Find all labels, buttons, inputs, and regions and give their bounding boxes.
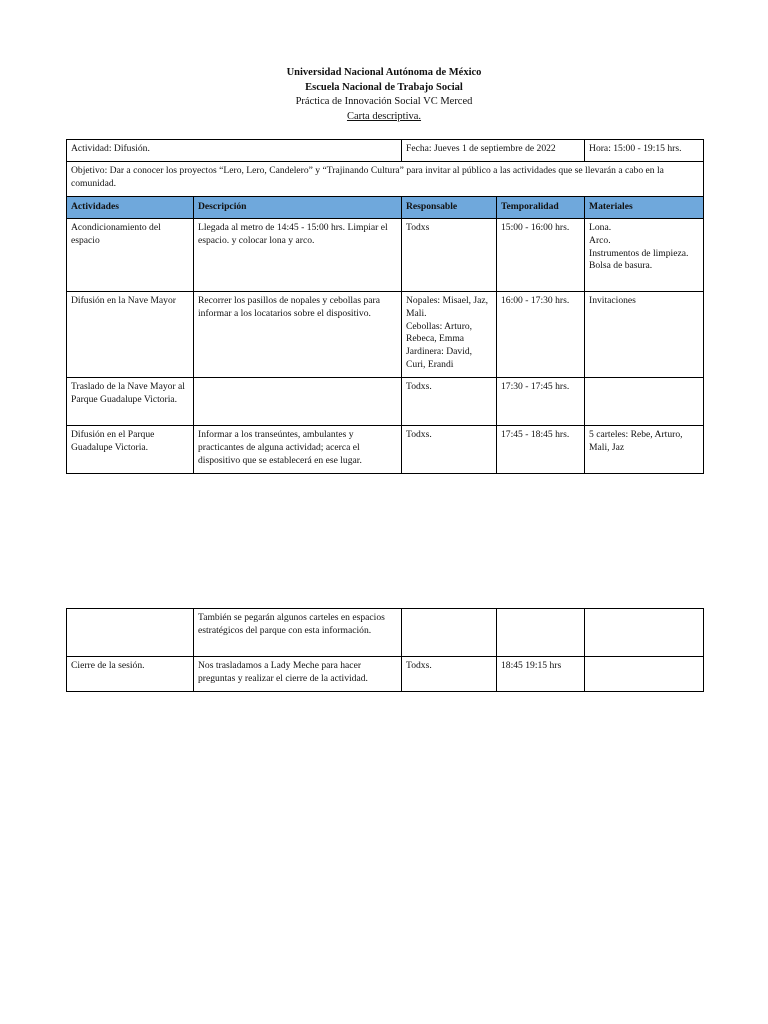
- responsible-cell: Todxs: [402, 219, 497, 292]
- column-header-row: [67, 197, 704, 219]
- objective-cell: Objetivo: Dar a conocer los proyectos “Lero, Lero, Candelero” y “Trajinando Cultura” para invitar al público a las actividades que se llevarán a cabo en la comunidad.: [67, 162, 704, 197]
- header-materials: Materiales: [585, 197, 704, 219]
- activity-cell: Difusión en la Nave Mayor: [67, 292, 194, 378]
- table-row: [67, 609, 704, 657]
- objective-row: [67, 162, 704, 197]
- material-item: Instrumentos de limpieza.: [589, 247, 689, 259]
- timing-cell: 18:45 19:15 hrs: [497, 657, 585, 692]
- activity-cell: Acondicionamiento del espacio: [67, 219, 194, 292]
- responsible-cell: Todxs.: [402, 378, 497, 426]
- description-cell: [194, 378, 402, 426]
- header-responsible: Responsable: [402, 197, 497, 219]
- activity-cell: Traslado de la Nave Mayor al Parque Guadalupe Victoria.: [67, 378, 194, 426]
- header-timing: Temporalidad: [497, 197, 585, 219]
- materials-cell: [585, 657, 704, 692]
- practice-name: Práctica de Innovación Social VC Merced: [295, 96, 473, 107]
- responsible-cell: Todxs.: [402, 426, 497, 474]
- material-item: Lona.: [589, 222, 612, 233]
- timing-cell: 16:00 - 17:30 hrs.: [497, 292, 585, 378]
- continuation-table: [66, 608, 704, 692]
- responsible-cell: [402, 292, 497, 378]
- material-item: Invitaciones: [589, 295, 636, 306]
- table-row: [67, 657, 704, 692]
- header-activities: Actividades: [67, 197, 194, 219]
- responsible-cell: [402, 609, 497, 657]
- responsible-item: Jardinera: David, Curi, Erandi: [406, 346, 473, 370]
- materials-cell: [585, 426, 704, 474]
- description-cell: Nos trasladamos a Lady Meche para hacer preguntas y realizar el cierre de la actividad.: [194, 657, 402, 692]
- activity-cell: [67, 609, 194, 657]
- table-row: [67, 378, 704, 426]
- materials-cell: [585, 609, 704, 657]
- document-title: Carta descriptiva.: [346, 110, 422, 122]
- activity-name-cell: Actividad: Difusión.: [67, 140, 402, 162]
- material-item: Bolsa de basura.: [589, 260, 653, 272]
- university-name: Universidad Nacional Autónoma de México: [286, 67, 482, 78]
- date-cell: Fecha: Jueves 1 de septiembre de 2022: [402, 140, 585, 162]
- material-item: Arco.: [589, 234, 611, 246]
- activity-cell: Difusión en el Parque Guadalupe Victoria.: [67, 426, 194, 474]
- timing-cell: 17:30 - 17:45 hrs.: [497, 378, 585, 426]
- responsible-cell: Todxs.: [402, 657, 497, 692]
- materials-cell: [585, 292, 704, 378]
- timing-cell: [497, 609, 585, 657]
- activity-table: [66, 139, 704, 474]
- materials-cell: [585, 219, 704, 292]
- document-header: [0, 66, 768, 124]
- material-item: 5 carteles: Rebe, Arturo, Mali, Jaz: [589, 429, 683, 453]
- timing-cell: 17:45 - 18:45 hrs.: [497, 426, 585, 474]
- responsible-item: Nopales: Misael, Jaz, Mali.: [406, 295, 489, 319]
- school-name: Escuela Nacional de Trabajo Social: [305, 81, 463, 93]
- description-cell: Llegada al metro de 14:45 - 15:00 hrs. Limpiar el espacio. y colocar lona y arco.: [194, 219, 402, 292]
- description-cell: Informar a los transeúntes, ambulantes y practicantes de alguna actividad; acerca el dispositivo que se establecerá en ese lugar.: [194, 426, 402, 474]
- description-cell: También se pegarán algunos carteles en espacios estratégicos del parque con esta información.: [194, 609, 402, 657]
- header-description: Descripción: [194, 197, 402, 219]
- table-row: [67, 219, 704, 292]
- time-cell: Hora: 15:00 - 19:15 hrs.: [585, 140, 704, 162]
- info-row: [67, 140, 704, 162]
- responsible-item: Cebollas: Arturo, Rebeca, Emma: [406, 320, 473, 345]
- table-row: [67, 292, 704, 378]
- table-row: [67, 426, 704, 474]
- timing-cell: 15:00 - 16:00 hrs.: [497, 219, 585, 292]
- materials-cell: [585, 378, 704, 426]
- activity-cell: Cierre de la sesión.: [67, 657, 194, 692]
- description-cell: Recorrer los pasillos de nopales y cebollas para informar a los locatarios sobre el dispositivo.: [194, 292, 402, 378]
